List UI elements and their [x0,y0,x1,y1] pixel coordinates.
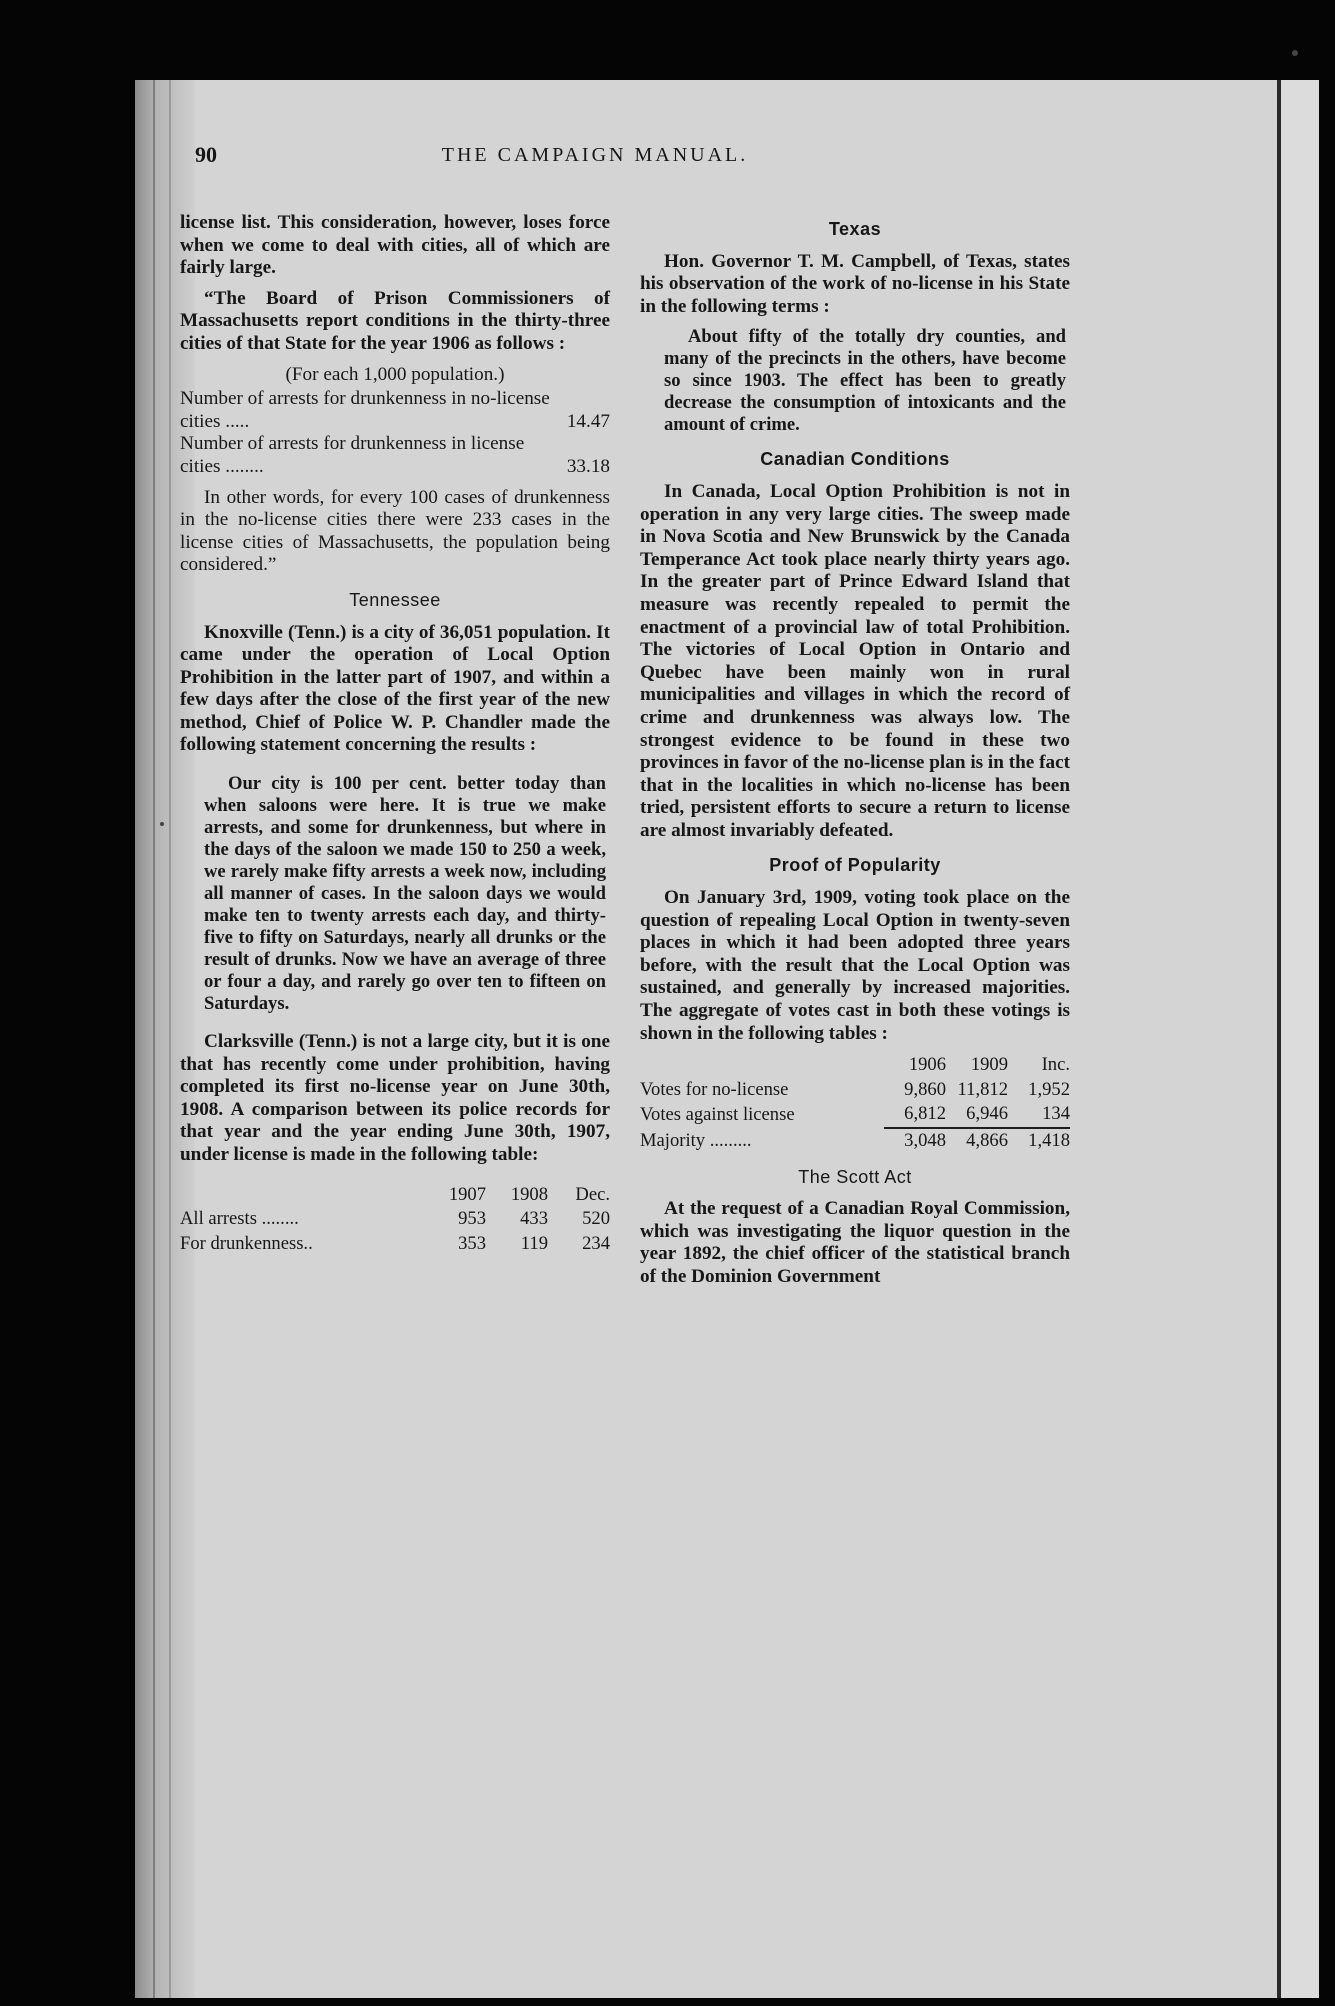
block-quote: Our city is 100 per cent. better today than when saloons were here. It is true we make arrests, and some for drunkenness, but where in the days of the saloon we made 150 to 250 a week, we rarely make fifty arrests a week now, including all manner of cases. In the saloon days we would make ten to twenty arrests each day, and thirty-five to fifty on Saturdays, nearly all drunks or the result of drunks. Now we have an average of three or four a day, and rarely go over ten to fifteen on Saturdays. [204,773,606,1015]
table-row [640,1078,1070,1103]
table-row [180,1207,610,1232]
paragraph: In Canada, Local Option Prohibition is not in operation in any very large cities. The sweep made in Nova Scotia and New Brunswick by the Canada Temperance Act took place nearly thirty years ago. In the greater part of Prince Edward Island that measure was recently repealed to permit the enactment of a provincial law of total Prohibition. The victories of Local Option in Ontario and Quebec have been mainly won in rural municipalities and villages in which the record of crime and drunkenness was always low. The strongest evidence to be found in these two provinces in favor of the no-license plan is in the fact that in the localities in which no-license has been tried, persistent efforts to secure a return to license are almost invariably defeated. [640,480,1070,841]
cell: 11,812 [957,1078,1008,1100]
stat-label: Number of arrests for drunkenness in no-license cities ..... [180,388,550,432]
table-header: 1906 [908,1054,946,1076]
table-row [180,1232,610,1257]
page-number: 90 [195,142,217,167]
cell: 1,418 [1008,1128,1070,1154]
next-page-edge [1281,80,1319,1998]
row-label: Votes for no-license [640,1078,789,1100]
row-label: Votes against license [640,1103,795,1125]
left-column [180,212,610,1256]
stats-caption: (For each 1,000 population.) [285,363,505,385]
table-row-total [640,1128,1070,1154]
stat-value: 33.18 [566,455,610,477]
section-heading-proof: Proof of Popularity [769,855,941,876]
table-header-row [180,1183,610,1208]
table-header: 1907 [448,1183,486,1205]
table-header: 1908 [510,1183,548,1205]
cell: 4,866 [946,1128,1008,1154]
cell: 353 [458,1232,486,1254]
table-header: Inc. [1041,1054,1070,1076]
stat-value: 14.47 [566,410,610,432]
cell: 119 [520,1232,548,1254]
cell: 9,860 [904,1078,946,1100]
cell: 6,812 [904,1103,946,1125]
scan-speck [1292,50,1298,56]
running-title: THE CAMPAIGN MANUAL. [441,144,749,166]
cell: 234 [582,1232,610,1254]
scan-speck [160,822,164,826]
paragraph: Clarksville (Tenn.) is not a large city, but it is one that has recently come under prohibition, having completed its first no-license year on June 30th, 1908. A comparison between its police records for that year and the year ending June 30th, 1907, under license is made in the following table: [180,1031,610,1166]
cell: 6,946 [966,1103,1008,1125]
paragraph: At the request of a Canadian Royal Commission, which was investigating the liquor question in the year 1892, the chief officer of the statistical branch of the Dominion Government [640,1198,1070,1287]
cell: 1,952 [1028,1078,1070,1100]
row-label: For drunkenness.. [180,1232,313,1254]
votes-table [640,1053,1070,1153]
cell: 953 [458,1208,486,1230]
section-heading-texas: Texas [828,219,882,239]
cell: 3,048 [884,1128,946,1154]
table-header: 1909 [970,1054,1008,1076]
block-quote: About fifty of the totally dry counties, and many of the precincts in the others, have become so since 1903. The effect has been to greatly decrease the consumption of intoxicants and the amount of crime. [664,326,1066,436]
stat-row [180,388,610,433]
row-label: Majority ......... [640,1129,752,1151]
paragraph: In other words, for every 100 cases of drunkenness in the no-license cities there were 233 cases in the license cities of Massachusetts, the population being considered.” [180,486,610,576]
section-heading-tennessee: Tennessee [349,589,441,610]
gutter-line [169,80,171,1998]
paragraph: “The Board of Prison Commissioners of Massachusetts report conditions in the thirty-three cities of that State for the year 1906 as follows : [180,287,610,354]
row-label: All arrests ........ [180,1208,299,1230]
table-header: Dec. [575,1183,610,1205]
table-row [640,1102,1070,1128]
stat-row [180,433,610,478]
table-header-row [640,1053,1070,1078]
cell: 134 [1042,1103,1070,1125]
paragraph: Hon. Governor T. M. Campbell, of Texas, states his observation of the work of no-license in his State in the following terms : [640,250,1070,317]
section-heading-canadian: Canadian Conditions [760,449,950,470]
clarksville-arrests-table [180,1183,610,1257]
paragraph: On January 3rd, 1909, voting took place on the question of repealing Local Option in twenty-seven places in which it had been adopted three years before, with the result that the Local Option was sustained, and generally by increased majorities. The aggregate of votes cast in both these votings is shown in the following tables : [640,887,1070,1044]
paragraph: Knoxville (Tenn.) is a city of 36,051 population. It came under the operation of Local Option Prohibition in the latter part of 1907, and within a few days after the close of the first year of the new method, Chief of Police W. P. Chandler made the following statement concerning the results : [180,621,610,756]
right-column [640,212,1070,1297]
paragraph: license list. This consideration, however, loses force when we come to deal with cities, all of which are fairly large. [180,212,610,279]
section-heading-scott-act: The Scott Act [798,1166,912,1187]
cell: 433 [520,1208,548,1230]
cell: 520 [582,1208,610,1230]
gutter-line [153,80,155,1998]
stat-label: Number of arrests for drunkenness in license cities ........ [180,433,525,477]
page-header [195,142,995,182]
